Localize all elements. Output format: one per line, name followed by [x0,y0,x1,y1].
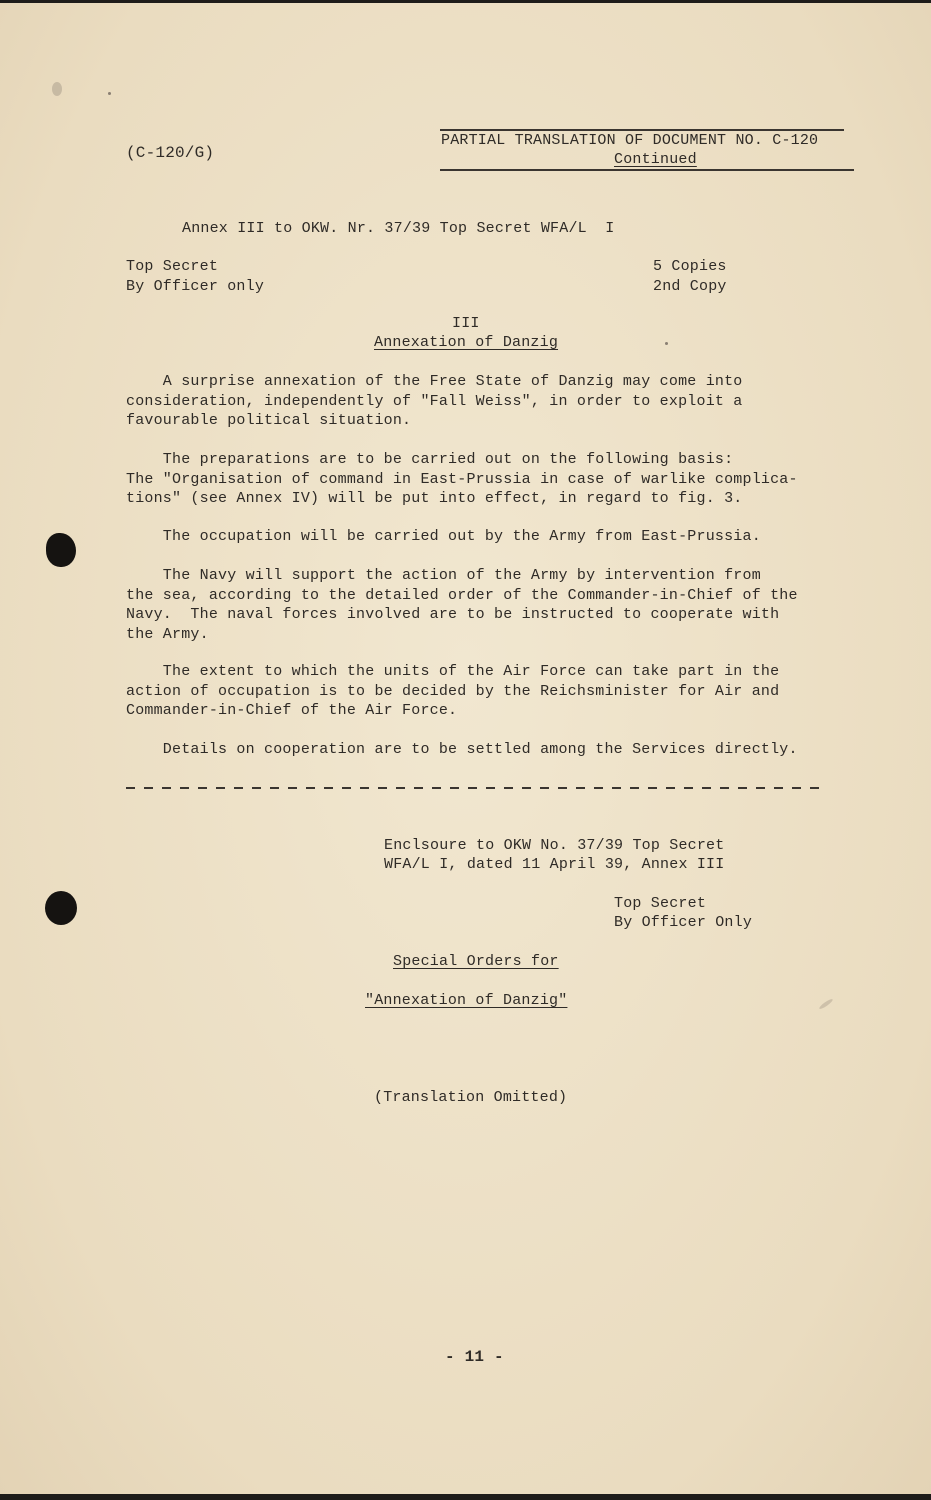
header-title: PARTIAL TRANSLATION OF DOCUMENT NO. C-120 [441,132,819,149]
header-continued: Continued [614,151,697,168]
paragraph-6: Details on cooperation are to be settled among the Services directly. [126,741,798,758]
section-number: III [452,315,480,332]
special-orders-title: "Annexation of Danzig" [365,992,568,1009]
scan-edge-top [0,0,931,3]
page-number: - 11 - [445,1348,504,1366]
annex-heading: Annex III to OKW. Nr. 37/39 Top Secret WFA/L I [182,220,615,237]
scan-speck [52,82,62,96]
paragraph-2: The preparations are to be carried out on the following basis: The "Organisation of command in East-Prussia in case of warlike complica- tions" (see Annex IV) will be put into effect, in regard to fig. 3. [126,451,798,507]
paragraph-1: A surprise annexation of the Free State of Danzig may come into consideration, independently of "Fall Weiss", in order to exploit a favourable political situation. [126,373,743,429]
punch-hole-lower [45,891,77,925]
section-title: Annexation of Danzig [374,334,559,351]
document-code: (C-120/G) [126,144,215,162]
paragraph-4: The Navy will support the action of the Army by intervention from the sea, according to the detailed order of the Commander-in-Chief of the Navy. The naval forces involved are to be instructed to cooperate with the Army. [126,567,798,643]
classification-left-1: Top Secret [126,258,219,275]
paragraph-3: The occupation will be carried out by the Army from East-Prussia. [126,528,761,545]
dashed-separator [126,782,826,794]
copy-number: 2nd Copy [653,278,727,295]
enclosure-class-1: Top Secret [614,895,707,912]
scan-speck [665,342,668,345]
paragraph-5: The extent to which the units of the Air Force can take part in the action of occupation is to be decided by the Reichsminister for Air and Commander-in-Chief of the Air Force. [126,663,780,719]
header-rule-bottom [440,169,854,171]
scan-speck [818,998,833,1010]
scan-edge-bottom [0,1494,931,1500]
copies-count: 5 Copies [653,258,727,275]
enclosure-class-2: By Officer Only [614,914,753,931]
classification-left-2: By Officer only [126,278,265,295]
punch-hole-upper [46,533,76,567]
enclosure-line-1: Enclsoure to OKW No. 37/39 Top Secret [384,837,725,854]
scan-speck [108,92,111,95]
translation-omitted-note: (Translation Omitted) [374,1089,568,1106]
special-orders-heading: Special Orders for [393,953,559,970]
enclosure-line-2: WFA/L I, dated 11 April 39, Annex III [384,856,725,873]
